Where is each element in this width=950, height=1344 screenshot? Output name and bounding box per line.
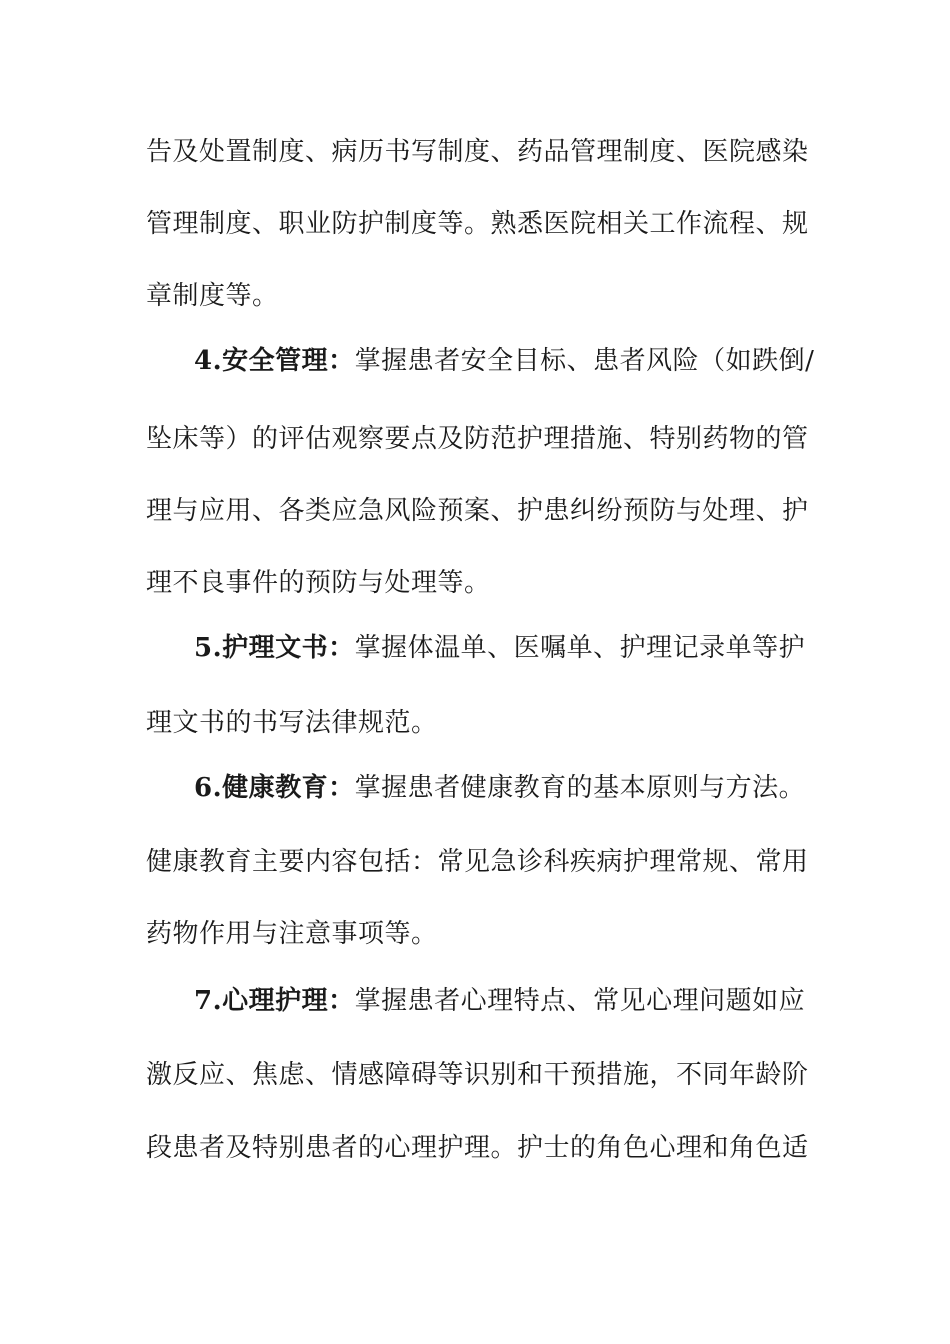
text-line: 告及处置制度、病历书写制度、药品管理制度、医院感染 — [146, 137, 809, 167]
section-heading: 5.护理文书： — [194, 633, 355, 663]
paragraph-first-line — [194, 771, 805, 805]
text-line: 药物作用与注意事项等。 — [146, 919, 438, 949]
paragraph-text: 掌握患者心理特点、常见心理问题如应 — [354, 986, 806, 1016]
section-heading: 6.健康教育： — [194, 773, 355, 803]
text-line: 章制度等。 — [146, 281, 279, 311]
paragraph-first-line — [194, 984, 805, 1018]
paragraph-text: 掌握患者安全目标、患者风险（如跌倒/ — [354, 346, 815, 376]
section-heading: 7.心理护理： — [194, 986, 355, 1016]
text-line: 段患者及特别患者的心理护理。护士的角色心理和角色适 — [146, 1133, 809, 1163]
text-line: 理文书的书写法律规范。 — [146, 708, 438, 738]
paragraph-first-line — [194, 344, 814, 378]
text-line: 坠床等）的评估观察要点及防范护理措施、特别药物的管 — [146, 424, 809, 454]
section-heading: 4.安全管理： — [194, 346, 355, 376]
text-line: 管理制度、职业防护制度等。熟悉医院相关工作流程、规 — [146, 209, 809, 239]
paragraph-first-line — [194, 631, 805, 665]
paragraph-text: 掌握体温单、医嘱单、护理记录单等护 — [354, 633, 806, 663]
text-line: 理与应用、各类应急风险预案、护患纠纷预防与处理、护 — [146, 496, 809, 526]
text-line: 激反应、焦虑、情感障碍等识别和干预措施，不同年龄阶 — [146, 1060, 809, 1090]
text-line: 健康教育主要内容包括：常见急诊科疾病护理常规、常用 — [146, 847, 809, 877]
paragraph-text: 掌握患者健康教育的基本原则与方法。 — [354, 773, 806, 803]
text-line: 理不良事件的预防与处理等。 — [146, 568, 491, 598]
